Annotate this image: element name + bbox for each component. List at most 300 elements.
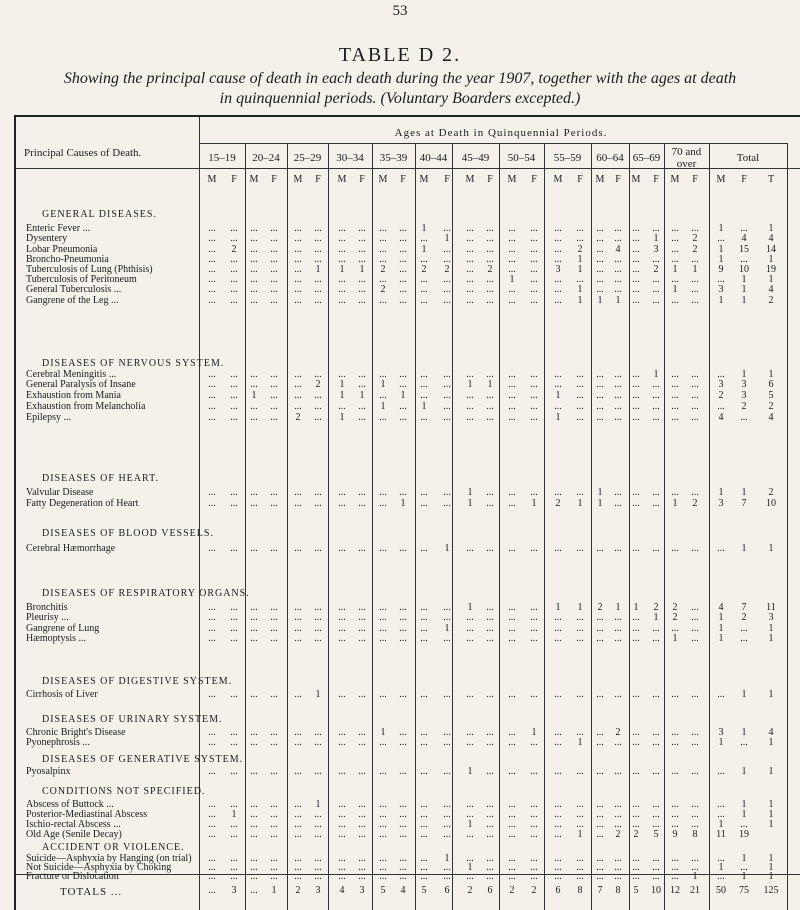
table-cell: ...	[358, 853, 366, 864]
table-cell: 1	[718, 295, 724, 306]
age-group-header: 15–19	[208, 152, 236, 164]
age-span-header: Ages at Death in Quinquennial Periods.	[394, 127, 608, 139]
table-cell: 2	[768, 401, 774, 412]
table-cell: ...	[691, 766, 699, 777]
table-cell: ...	[466, 623, 474, 634]
table-cell: ...	[632, 727, 640, 738]
table-cell: 2	[692, 244, 698, 255]
age-group-header: 45–49	[461, 152, 490, 164]
table-cell: ...	[294, 543, 302, 554]
table-cell: ...	[443, 727, 451, 738]
table-cell: ...	[420, 862, 428, 873]
table-cell: ...	[508, 612, 516, 623]
table-cell: ...	[420, 612, 428, 623]
total-cell: 5	[421, 885, 427, 896]
table-cell: ...	[379, 412, 387, 423]
table-cell: ...	[530, 809, 538, 820]
table-cell: ...	[208, 829, 216, 840]
row-label: Tuberculosis of Lung (Phthisis)	[26, 264, 153, 275]
table-cell: 2	[231, 244, 237, 255]
table-cell: ...	[596, 623, 604, 634]
table-cell: ...	[443, 819, 451, 830]
table-cell: ...	[208, 498, 216, 509]
row-label: Chronic Bright's Disease	[26, 727, 126, 738]
table-cell: ...	[554, 274, 562, 285]
table-cell: ...	[294, 379, 302, 390]
table-cell: ...	[466, 369, 474, 380]
table-cell: 1	[444, 543, 450, 554]
table-cell: 4	[718, 602, 724, 613]
table-cell: 5	[653, 829, 659, 840]
table-cell: ...	[530, 799, 538, 810]
table-cell: ...	[596, 612, 604, 623]
table-cell: ...	[230, 487, 238, 498]
total-cell: 10	[651, 885, 661, 896]
table-cell: ...	[294, 623, 302, 634]
table-cell: 1	[768, 809, 774, 820]
table-cell: 1	[444, 623, 450, 634]
table-cell: ...	[691, 223, 699, 234]
table-cell: ...	[358, 819, 366, 830]
row-label: General Tuberculosis ...	[26, 284, 122, 295]
table-cell: ...	[554, 369, 562, 380]
table-cell: ...	[250, 223, 258, 234]
table-cell: ...	[632, 244, 640, 255]
table-cell: ...	[614, 284, 622, 295]
table-cell: 1	[467, 487, 473, 498]
table-cell: ...	[530, 623, 538, 634]
table-cell: 1	[718, 623, 724, 634]
table-cell: 1	[741, 766, 747, 777]
table-cell: ...	[338, 401, 346, 412]
age-group-header: 20–24	[252, 152, 280, 164]
sex-subheader: F	[577, 174, 583, 185]
table-cell: ...	[717, 871, 725, 882]
age-group-header: 60–64	[596, 152, 624, 164]
total-cell: 3	[359, 885, 365, 896]
table-cell: 1	[718, 612, 724, 623]
table-cell: ...	[596, 412, 604, 423]
table-cell: 2	[615, 829, 621, 840]
table-cell: ...	[443, 244, 451, 255]
table-cell: ...	[486, 737, 494, 748]
table-cell: ...	[652, 487, 660, 498]
table-cell: 1	[380, 379, 386, 390]
table-cell: ...	[250, 295, 258, 306]
section-heading: DISEASES OF HEART.	[42, 473, 159, 484]
table-cell: ...	[358, 379, 366, 390]
table-cell: 2	[768, 487, 774, 498]
table-cell: ...	[596, 871, 604, 882]
table-cell: 2	[295, 412, 301, 423]
table-cell: ...	[358, 284, 366, 295]
table-cell: ...	[466, 412, 474, 423]
table-cell: 1	[467, 862, 473, 873]
table-cell: ...	[250, 737, 258, 748]
table-cell: ...	[632, 487, 640, 498]
sex-subheader: M	[595, 174, 605, 185]
table-cell: ...	[314, 543, 322, 554]
table-cell: ...	[338, 633, 346, 644]
table-cell: ...	[652, 766, 660, 777]
table-cell: ...	[399, 819, 407, 830]
table-cell: ...	[614, 487, 622, 498]
table-cell: ...	[652, 737, 660, 748]
table-cell: 1	[741, 809, 747, 820]
table-cell: ...	[379, 233, 387, 244]
table-cell: ...	[652, 633, 660, 644]
table-cell: ...	[652, 853, 660, 864]
table-cell: ...	[691, 633, 699, 644]
table-cell: ...	[614, 412, 622, 423]
table-cell: ...	[314, 401, 322, 412]
table-cell: ...	[671, 487, 679, 498]
table-cell: 1	[718, 862, 724, 873]
table-cell: ...	[420, 871, 428, 882]
table-cell: 1	[615, 295, 621, 306]
table-cell: 1	[467, 498, 473, 509]
sex-subheader: F	[531, 174, 537, 185]
section-heading: ACCIDENT OR VIOLENCE.	[42, 842, 185, 853]
table-cell: ...	[314, 737, 322, 748]
table-cell: 3	[718, 379, 724, 390]
table-cell: 1	[315, 689, 321, 700]
table-cell: ...	[379, 766, 387, 777]
table-cell: 1	[444, 233, 450, 244]
table-cell: ...	[338, 853, 346, 864]
table-cell: 2	[380, 264, 386, 275]
table-cell: ...	[554, 862, 562, 873]
table-cell: ...	[554, 623, 562, 634]
table-cell: ...	[314, 254, 322, 265]
table-cell: ...	[691, 487, 699, 498]
table-cell: ...	[420, 390, 428, 401]
table-cell: ...	[652, 401, 660, 412]
row-label: Fatty Degeneration of Heart	[26, 498, 139, 509]
table-cell: ...	[294, 254, 302, 265]
table-cell: ...	[208, 819, 216, 830]
table-cell: ...	[671, 274, 679, 285]
table-cell: ...	[314, 284, 322, 295]
table-cell: ...	[338, 295, 346, 306]
table-cell: ...	[208, 633, 216, 644]
table-cell: ...	[208, 233, 216, 244]
table-cell: ...	[250, 284, 258, 295]
table-cell: ...	[230, 799, 238, 810]
table-cell: ...	[671, 853, 679, 864]
table-cell: ...	[230, 829, 238, 840]
table-cell: ...	[250, 819, 258, 830]
table-cell: ...	[208, 412, 216, 423]
table-cell: ...	[486, 809, 494, 820]
table-cell: 1	[741, 799, 747, 810]
table-cell: 1	[359, 390, 365, 401]
table-cell: ...	[614, 633, 622, 644]
total-cell: 6	[555, 885, 561, 896]
table-cell: ...	[358, 766, 366, 777]
row-label: General Paralysis of Insane	[26, 379, 136, 390]
table-cell: ...	[596, 737, 604, 748]
table-cell: 3	[741, 379, 747, 390]
table-cell: ...	[466, 244, 474, 255]
table-cell: ...	[338, 871, 346, 882]
table-cell: ...	[576, 612, 584, 623]
table-cell: ...	[508, 737, 516, 748]
table-title: TABLE D 2.	[338, 44, 462, 66]
table-cell: ...	[270, 862, 278, 873]
table-cell: ...	[208, 612, 216, 623]
table-cell: ...	[250, 543, 258, 554]
table-cell: 1	[653, 233, 659, 244]
table-cell: 1	[741, 689, 747, 700]
table-cell: ...	[443, 390, 451, 401]
row-label: Gangrene of the Leg ...	[26, 295, 119, 306]
table-cell: ...	[508, 727, 516, 738]
total-cell: ...	[208, 885, 216, 896]
table-cell: ...	[486, 284, 494, 295]
table-cell: ...	[379, 369, 387, 380]
table-cell: ...	[208, 369, 216, 380]
table-cell: ...	[358, 689, 366, 700]
table-cell: 1	[768, 274, 774, 285]
table-cell: 1	[555, 602, 561, 613]
table-cell: ...	[508, 369, 516, 380]
table-cell: ...	[270, 766, 278, 777]
table-cell: ...	[379, 862, 387, 873]
table-cell: ...	[530, 264, 538, 275]
table-cell: 4	[768, 233, 774, 244]
table-cell: 2	[633, 829, 639, 840]
table-cell: ...	[530, 871, 538, 882]
table-cell: 1	[672, 498, 678, 509]
table-cell: ...	[466, 254, 474, 265]
table-cell: ...	[596, 223, 604, 234]
table-cell: ...	[508, 829, 516, 840]
table-cell: ...	[508, 633, 516, 644]
table-cell: ...	[314, 871, 322, 882]
table-cell: 4	[615, 244, 621, 255]
table-cell: 1	[339, 264, 345, 275]
table-cell: ...	[596, 809, 604, 820]
row-label: Enteric Fever ...	[26, 223, 91, 234]
table-cell: ...	[632, 369, 640, 380]
table-subtitle-line-1: Showing the principal cause of death in each death during the year 1907, together with the ages at death	[63, 70, 737, 87]
table-cell: ...	[691, 727, 699, 738]
table-cell: 8	[692, 829, 698, 840]
sex-subheader: F	[653, 174, 659, 185]
table-cell: ...	[338, 689, 346, 700]
section-heading: CONDITIONS NOT SPECIFIED.	[42, 786, 206, 797]
table-cell: ...	[508, 390, 516, 401]
table-cell: ...	[486, 819, 494, 830]
table-cell: ...	[314, 612, 322, 623]
table-cell: ...	[230, 766, 238, 777]
table-cell: ...	[338, 487, 346, 498]
table-cell: ...	[208, 862, 216, 873]
section-heading: DISEASES OF GENERATIVE SYSTEM.	[42, 754, 244, 765]
table-cell: ...	[717, 853, 725, 864]
table-cell: 1	[718, 487, 724, 498]
table-cell: ...	[691, 612, 699, 623]
table-cell: ...	[530, 412, 538, 423]
total-cell: 3	[231, 885, 237, 896]
table-cell: ...	[691, 295, 699, 306]
row-label: Bronchitis	[26, 602, 68, 613]
table-cell: ...	[691, 819, 699, 830]
table-cell: ...	[652, 543, 660, 554]
totals-label: TOTALS ...	[60, 886, 123, 898]
table-cell: ...	[399, 274, 407, 285]
table-cell: ...	[294, 401, 302, 412]
table-cell: ...	[596, 401, 604, 412]
table-cell: 1	[339, 379, 345, 390]
table-cell: 1	[577, 284, 583, 295]
table-cell: ...	[530, 295, 538, 306]
table-cell: ...	[399, 379, 407, 390]
table-cell: ...	[338, 498, 346, 509]
table-cell: ...	[208, 390, 216, 401]
table-cell: ...	[596, 633, 604, 644]
table-cell: 1	[768, 543, 774, 554]
table-cell: ...	[250, 853, 258, 864]
table-cell: ...	[576, 853, 584, 864]
table-cell: ...	[270, 412, 278, 423]
table-cell: ...	[466, 543, 474, 554]
table-cell: 2	[615, 727, 621, 738]
table-cell: ...	[420, 689, 428, 700]
table-cell: ...	[230, 498, 238, 509]
table-cell: ...	[486, 543, 494, 554]
table-cell: ...	[486, 390, 494, 401]
table-cell: ...	[250, 379, 258, 390]
table-cell: ...	[208, 487, 216, 498]
table-cell: ...	[443, 401, 451, 412]
sex-subheader: F	[741, 174, 747, 185]
table-cell: ...	[508, 284, 516, 295]
table-cell: ...	[576, 819, 584, 830]
table-cell: ...	[466, 829, 474, 840]
table-cell: ...	[466, 612, 474, 623]
table-cell: 9	[672, 829, 678, 840]
table-cell: ...	[270, 498, 278, 509]
table-cell: 1	[400, 390, 406, 401]
table-cell: ...	[379, 633, 387, 644]
table-cell: ...	[632, 612, 640, 623]
table-cell: ...	[530, 543, 538, 554]
table-cell: ...	[420, 487, 428, 498]
table-cell: ...	[399, 623, 407, 634]
table-cell: ...	[250, 799, 258, 810]
table-cell: ...	[230, 543, 238, 554]
table-cell: ...	[208, 543, 216, 554]
table-cell: ...	[443, 223, 451, 234]
table-cell: ...	[554, 871, 562, 882]
total-cell: 4	[400, 885, 406, 896]
table-cell: ...	[596, 766, 604, 777]
table-cell: ...	[576, 401, 584, 412]
table-cell: 1	[597, 295, 603, 306]
age-group-header: 65–69	[632, 152, 661, 164]
table-cell: ...	[250, 623, 258, 634]
table-cell: 1	[692, 264, 698, 275]
table-cell: 6	[768, 379, 774, 390]
table-cell: ...	[530, 829, 538, 840]
row-label: Cirrhosis of Liver	[26, 689, 98, 700]
table-cell: ...	[230, 264, 238, 275]
table-cell: ...	[508, 223, 516, 234]
table-cell: ...	[508, 853, 516, 864]
table-cell: ...	[554, 223, 562, 234]
table-cell: ...	[530, 602, 538, 613]
table-cell: 1	[315, 264, 321, 275]
table-cell: 1	[768, 871, 774, 882]
sex-subheader: F	[359, 174, 365, 185]
table-cell: ...	[294, 369, 302, 380]
table-cell: ...	[294, 819, 302, 830]
table-cell: ...	[230, 602, 238, 613]
table-cell: ...	[358, 254, 366, 265]
row-label: Epilepsy ...	[26, 412, 71, 423]
data-table	[14, 115, 800, 910]
table-cell: ...	[294, 274, 302, 285]
section-heading: DISEASES OF BLOOD VESSELS.	[42, 528, 214, 539]
table-cell: ...	[314, 390, 322, 401]
table-cell: ...	[399, 829, 407, 840]
table-cell: ...	[314, 727, 322, 738]
table-cell: ...	[314, 412, 322, 423]
table-cell: ...	[596, 390, 604, 401]
table-cell: ...	[671, 809, 679, 820]
table-cell: ...	[314, 809, 322, 820]
table-cell: ...	[671, 401, 679, 412]
sex-subheader: M	[507, 174, 517, 185]
table-cell: ...	[420, 379, 428, 390]
table-cell: ...	[420, 623, 428, 634]
table-cell: ...	[554, 727, 562, 738]
table-cell: ...	[466, 737, 474, 748]
table-cell: ...	[486, 689, 494, 700]
table-cell: ...	[691, 853, 699, 864]
table-cell: ...	[443, 254, 451, 265]
table-cell: ...	[294, 871, 302, 882]
table-cell: ...	[466, 295, 474, 306]
table-cell: ...	[466, 264, 474, 275]
sex-subheader: M	[465, 174, 475, 185]
table-cell: 1	[741, 284, 747, 295]
table-cell: ...	[270, 264, 278, 275]
table-cell: ...	[338, 284, 346, 295]
table-cell: ...	[466, 223, 474, 234]
table-cell: ...	[420, 233, 428, 244]
table-cell: 1	[380, 727, 386, 738]
table-cell: ...	[530, 853, 538, 864]
table-cell: 7	[741, 602, 747, 613]
table-cell: ...	[294, 829, 302, 840]
table-cell: ...	[230, 623, 238, 634]
table-cell: ...	[379, 223, 387, 234]
table-cell: 2	[421, 264, 427, 275]
table-cell: ...	[576, 727, 584, 738]
table-cell: ...	[230, 633, 238, 644]
table-cell: ...	[399, 809, 407, 820]
table-cell: ...	[554, 284, 562, 295]
table-cell: ...	[554, 799, 562, 810]
table-cell: ...	[230, 295, 238, 306]
table-cell: ...	[614, 871, 622, 882]
table-cell: ...	[632, 284, 640, 295]
table-cell: ...	[338, 829, 346, 840]
table-cell: ...	[466, 233, 474, 244]
